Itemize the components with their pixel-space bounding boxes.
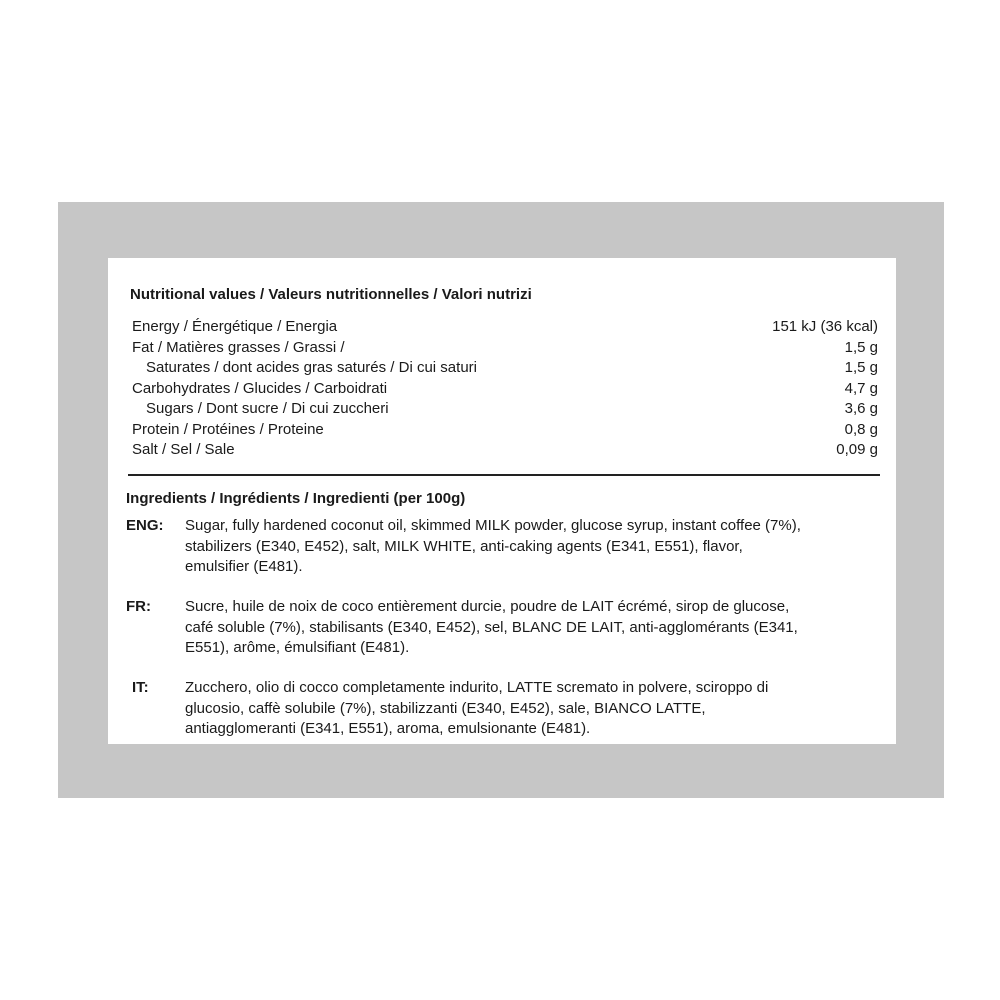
- nutrition-value: 151 kJ (36 kcal): [772, 318, 878, 335]
- ingredients-line: antiagglomeranti (E341, E551), aroma, emulsionante (E481).: [185, 720, 591, 737]
- nutrition-row-fat: [132, 338, 878, 359]
- nutrition-row-protein: [132, 420, 878, 441]
- ingredients-text: [185, 678, 885, 740]
- nutrition-value: 3,6 g: [844, 400, 878, 417]
- nutrition-label: Saturates / dont acides gras saturés / Di cui saturi: [146, 359, 477, 376]
- nutrition-value: 0,8 g: [844, 420, 878, 438]
- nutrition-title: Nutritional values / Valeurs nutritionnelles / Valori nutrizi: [130, 286, 532, 303]
- ingredients-line: Sucre, huile de noix de coco entièrement durcie, poudre de LAIT écrémé, sirop de glucose,: [185, 598, 790, 615]
- nutrition-table: [132, 317, 878, 461]
- nutrition-label: Energy / Énergétique / Energia: [132, 318, 338, 335]
- language-code: ENG:: [126, 517, 164, 534]
- nutrition-label-card: [108, 258, 896, 744]
- nutrition-label: Fat / Matières grasses / Grassi /: [132, 338, 345, 356]
- ingredients-title: Ingredients / Ingrédients / Ingredienti (per 100g): [126, 490, 466, 507]
- nutrition-value: 0,09 g: [836, 441, 878, 458]
- nutrition-row-saturates: [132, 358, 878, 379]
- ingredients-line: café soluble (7%), stabilisants (E340, E452), sel, BLANC DE LAIT, anti-agglomérants (E341,: [185, 618, 798, 636]
- nutrition-label: Sugars / Dont sucre / Di cui zuccheri: [146, 400, 389, 417]
- nutrition-row-energy: [132, 317, 878, 338]
- ingredients-line: emulsifier (E481).: [185, 558, 303, 575]
- nutrition-label: Carbohydrates / Glucides / Carboidrati: [132, 379, 388, 397]
- ingredients-line: Sugar, fully hardened coconut oil, skimmed MILK powder, glucose syrup, instant coffee (7%),: [185, 517, 801, 534]
- language-code: FR:: [126, 598, 151, 615]
- nutrition-value: 4,7 g: [844, 379, 878, 397]
- ingredients-text: [185, 597, 885, 659]
- ingredients-line: stabilizers (E340, E452), salt, MILK WHITE, anti-caking agents (E341, E551), flavor,: [185, 537, 743, 555]
- nutrition-row-carbohydrates: [132, 379, 878, 400]
- ingredients-text: [185, 516, 885, 578]
- nutrition-value: 1,5 g: [844, 359, 878, 376]
- ingredients-line: Zucchero, olio di cocco completamente indurito, LATTE scremato in polvere, sciroppo di: [185, 679, 769, 696]
- nutrition-value: 1,5 g: [844, 338, 878, 356]
- language-code: IT:: [132, 679, 149, 696]
- nutrition-label: Protein / Protéines / Proteine: [132, 420, 324, 438]
- section-divider: [128, 474, 880, 476]
- nutrition-row-sugars: [132, 399, 878, 420]
- nutrition-row-salt: [132, 440, 878, 461]
- ingredients-line: glucosio, caffè solubile (7%), stabilizzanti (E340, E452), sale, BIANCO LATTE,: [185, 699, 706, 717]
- ingredients-line: E551), arôme, émulsifiant (E481).: [185, 639, 410, 656]
- nutrition-label: Salt / Sel / Sale: [132, 441, 235, 458]
